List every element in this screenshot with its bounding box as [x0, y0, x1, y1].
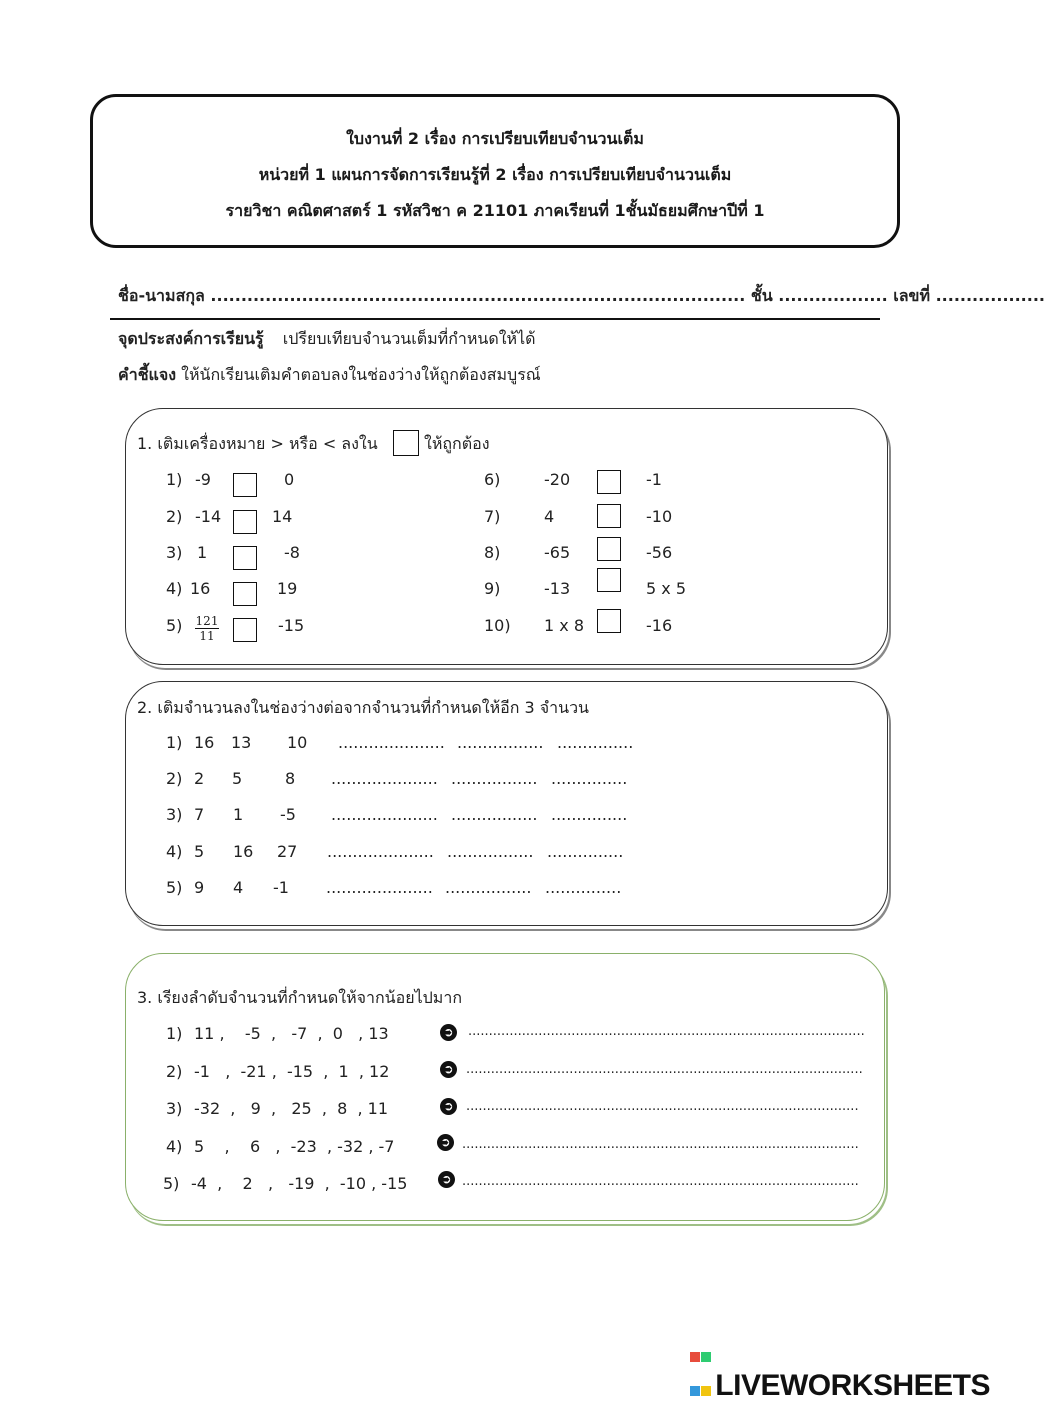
seq-value: 8: [285, 769, 296, 788]
number-label: เลขที่: [893, 286, 930, 305]
item-number: 3): [166, 1099, 183, 1118]
item-number: 5): [166, 616, 183, 635]
item-number: 4): [166, 1137, 183, 1156]
seq-value: 27: [277, 842, 298, 861]
left-value: -13: [544, 579, 571, 598]
left-value: -65: [544, 543, 571, 562]
seq-value: 5: [232, 769, 243, 788]
answer-line[interactable]: ................................................................................................: [462, 1137, 859, 1152]
answer-line[interactable]: ...............................................................................................: [466, 1099, 859, 1114]
fraction-numerator: 121: [195, 614, 219, 628]
seq-value: 5: [194, 842, 205, 861]
answer-box-3[interactable]: [233, 546, 257, 570]
instruction-text: ให้นักเรียนเติมคำตอบลงในช่องว่างให้ถูกต้องสมบูรณ์: [181, 365, 541, 384]
answer-box-4[interactable]: [233, 582, 257, 606]
number-list: 5 , 6 , -23 , -32 , -7: [194, 1137, 395, 1156]
blank-2[interactable]: .................: [445, 878, 532, 897]
number-list: -4 , 2 , -19 , -10 , -15: [191, 1174, 408, 1193]
number-list: -1 , -21 , -15 , 1 , 12: [194, 1062, 390, 1081]
answer-box-2[interactable]: [233, 510, 257, 534]
blank-1[interactable]: .....................: [326, 878, 433, 897]
blank-1[interactable]: .....................: [327, 842, 434, 861]
seq-value: 9: [194, 878, 205, 897]
number-list: -32 , 9 , 25 , 8 , 11: [194, 1099, 389, 1118]
item-number: 1): [166, 733, 183, 752]
blank-2[interactable]: .................: [457, 733, 544, 752]
section-2-title: 2. เติมจำนวนลงในช่องว่างต่อจากจำนวนที่กำหนดให้อีก 3 จำนวน: [137, 698, 589, 717]
example-box: [393, 430, 419, 456]
answer-box-6[interactable]: [597, 470, 621, 494]
arrow-icon: ➲: [438, 1171, 455, 1188]
divider: [110, 318, 880, 320]
blank-1[interactable]: .....................: [338, 733, 445, 752]
section-1-title-text: 1. เติมเครื่องหมาย > หรือ < ลงใน: [137, 434, 378, 453]
right-value: 0: [284, 470, 295, 489]
seq-value: 2: [194, 769, 205, 788]
blank-3[interactable]: ...............: [557, 733, 634, 752]
blank-2[interactable]: .................: [451, 805, 538, 824]
right-value: 19: [277, 579, 298, 598]
name-label: ชื่อ-นามสกุล: [118, 286, 205, 305]
seq-value: 7: [194, 805, 205, 824]
blank-2[interactable]: .................: [451, 769, 538, 788]
answer-box-8[interactable]: [597, 537, 621, 561]
seq-value: -5: [280, 805, 296, 824]
answer-box-10[interactable]: [597, 609, 621, 633]
answer-box-7[interactable]: [597, 504, 621, 528]
right-value: 5 x 5: [646, 579, 686, 598]
worksheet-title: ใบงานที่ 2 เรื่อง การเปรียบเทียบจำนวนเต็ม: [346, 129, 644, 148]
blank-3[interactable]: ...............: [545, 878, 622, 897]
section-1-title: [137, 432, 378, 457]
right-value: -56: [646, 543, 673, 562]
item-number: 2): [166, 1062, 183, 1081]
section-3-title: 3. เรียงลำดับจำนวนที่กำหนดให้จากน้อยไปมาก: [137, 988, 462, 1007]
name-field[interactable]: ........................................................................................: [210, 286, 746, 305]
blank-2[interactable]: .................: [447, 842, 534, 861]
item-number: 1): [166, 1024, 183, 1043]
left-value: -14: [195, 507, 222, 526]
item-number: 2): [166, 507, 183, 526]
class-label: ชั้น: [750, 286, 773, 305]
left-value: -9: [195, 470, 211, 489]
student-info-row: [118, 284, 1045, 309]
blank-3[interactable]: ...............: [551, 805, 628, 824]
item-number: 5): [166, 878, 183, 897]
fraction: [195, 614, 219, 643]
liveworksheets-logo[interactable]: [690, 1337, 990, 1403]
item-number: 4): [166, 579, 183, 598]
number-list: 11 , -5 , -7 , 0 , 13: [194, 1024, 389, 1043]
left-value: 4: [544, 507, 555, 526]
brand-name: LIVEWORKSHEETS: [715, 1369, 990, 1402]
class-field[interactable]: ..................: [778, 286, 888, 305]
left-value: 1 x 8: [544, 616, 584, 635]
left-value: -20: [544, 470, 571, 489]
answer-line[interactable]: ................................................................................................: [468, 1024, 865, 1039]
seq-value: 16: [233, 842, 254, 861]
item-number: 1): [166, 470, 183, 489]
instruction-label: คำชี้แจง: [118, 365, 177, 384]
seq-value: 4: [233, 878, 244, 897]
arrow-icon: ➲: [440, 1061, 457, 1078]
item-number: 10): [484, 616, 511, 635]
item-number: 6): [484, 470, 501, 489]
right-value: -1: [646, 470, 662, 489]
logo-icon: [690, 1337, 712, 1359]
arrow-icon: ➲: [440, 1098, 457, 1115]
item-number: 3): [166, 805, 183, 824]
blank-3[interactable]: ...............: [551, 769, 628, 788]
answer-box-5[interactable]: [233, 618, 257, 642]
objective-text: เปรียบเทียบจำนวนเต็มที่กำหนดให้ได้: [282, 329, 536, 348]
left-value: 16: [190, 579, 211, 598]
right-value: -10: [646, 507, 673, 526]
right-value: 14: [272, 507, 293, 526]
seq-value: 1: [233, 805, 244, 824]
item-number: 3): [166, 543, 183, 562]
item-number: 5): [163, 1174, 180, 1193]
blank-3[interactable]: ...............: [547, 842, 624, 861]
right-value: -8: [284, 543, 300, 562]
unit-subtitle: หน่วยที่ 1 แผนการจัดการเรียนรู้ที่ 2 เรื่อง การเปรียบเทียบจำนวนเต็ม: [258, 165, 732, 184]
objective: [118, 327, 536, 352]
objective-label: จุดประสงค์การเรียนรู้: [118, 329, 264, 348]
seq-value: 10: [287, 733, 308, 752]
left-value: 1: [197, 543, 208, 562]
header-box: [90, 94, 900, 248]
item-number: 9): [484, 579, 501, 598]
item-number: 4): [166, 842, 183, 861]
right-value: -16: [646, 616, 673, 635]
number-field[interactable]: ..................: [935, 286, 1045, 305]
answer-line[interactable]: ................................................................................................: [466, 1062, 863, 1077]
course-info: รายวิชา คณิตศาสตร์ 1 รหัสวิชา ค 21101 ภาคเรียนที่ 1ชั้นมัธยมศึกษาปีที่ 1: [225, 201, 765, 220]
seq-value: 13: [231, 733, 252, 752]
instruction: [118, 363, 541, 388]
right-value: -15: [278, 616, 305, 635]
arrow-icon: ➲: [440, 1024, 457, 1041]
item-number: 2): [166, 769, 183, 788]
item-number: 7): [484, 507, 501, 526]
answer-line[interactable]: ................................................................................................: [462, 1174, 859, 1189]
blank-1[interactable]: .....................: [331, 805, 438, 824]
answer-box-1[interactable]: [233, 473, 257, 497]
item-number: 8): [484, 543, 501, 562]
fraction-denominator: 11: [199, 629, 215, 643]
blank-1[interactable]: .....................: [331, 769, 438, 788]
seq-value: 16: [194, 733, 215, 752]
section-1-title-after: ให้ถูกต้อง: [424, 434, 490, 453]
arrow-icon: ➲: [437, 1134, 454, 1151]
answer-box-9[interactable]: [597, 568, 621, 592]
seq-value: -1: [273, 878, 289, 897]
